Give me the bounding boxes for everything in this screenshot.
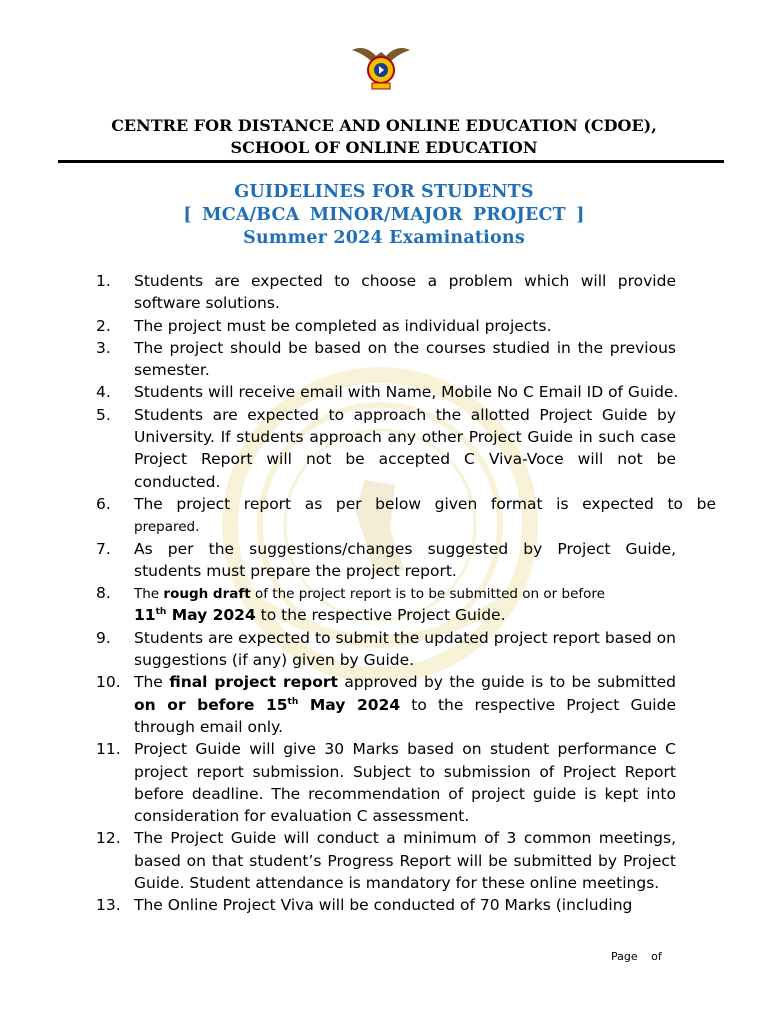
list-item: 2. The project must be completed as individual projects. bbox=[96, 316, 552, 335]
document-subtitle: [ MCA/BCA MINOR/MAJOR PROJECT ] bbox=[183, 205, 585, 225]
list-item: 3. The project should be based on the courses studied in the previous semester. bbox=[96, 338, 676, 380]
list-item: 12. The Project Guide will conduct a minimum of 3 common meetings, based on that student’s Progress Report will be submitted by Project Guide. Student attendance is mandatory for these online meetings. bbox=[96, 829, 676, 893]
list-item: 10. The final project report approved by the guide is to be submitted on or before 15th May 2024 to the respective Project Guide through email only. bbox=[96, 673, 676, 736]
of-label: of bbox=[651, 950, 662, 963]
header-divider bbox=[58, 160, 724, 163]
list-item: 9. Students are expected to submit the updated project report based on suggestions (if any) given by Guide. bbox=[96, 628, 676, 670]
page-footer bbox=[611, 950, 662, 963]
institution-name: CENTRE FOR DISTANCE AND ONLINE EDUCATION (CDOE), bbox=[111, 116, 657, 135]
list-item: 13. The Online Project Viva will be conducted of 70 Marks (including bbox=[96, 896, 633, 915]
list-item: 4. Students will receive email with Name, Mobile No C Email ID of Guide. bbox=[96, 383, 679, 402]
list-item: 5. Students are expected to approach the allotted Project Guide by University. If students approach any other Project Guide in such case Project Report will not be accepted C Viva-Voce will not be conducted. bbox=[96, 405, 676, 491]
university-logo bbox=[350, 42, 412, 92]
document-title: GUIDELINES FOR STUDENTS bbox=[234, 182, 534, 202]
guidelines-list bbox=[96, 270, 716, 917]
list-item: 1. Students are expected to choose a problem which will provide software solutions. bbox=[96, 272, 676, 313]
exam-session: Summer 2024 Examinations bbox=[243, 228, 525, 248]
page-label: Page bbox=[611, 950, 638, 963]
list-item: 7. As per the suggestions/changes suggested by Project Guide, students must prepare the project report. bbox=[96, 539, 676, 580]
list-item: 6. The project report as per below given format is expected to be prepared. bbox=[96, 494, 716, 536]
list-item: 8. The rough draft of the project report is to be submitted on or before 11th May 2024 to the respective Project Guide. bbox=[96, 584, 605, 625]
school-name: SCHOOL OF ONLINE EDUCATION bbox=[230, 138, 538, 157]
list-item: 11. Project Guide will give 30 Marks based on student performance C project report submission. Subject to submission of Project Report before deadline. The recommendation of project guide is kept into consideration for evaluation C assessment. bbox=[96, 740, 676, 826]
